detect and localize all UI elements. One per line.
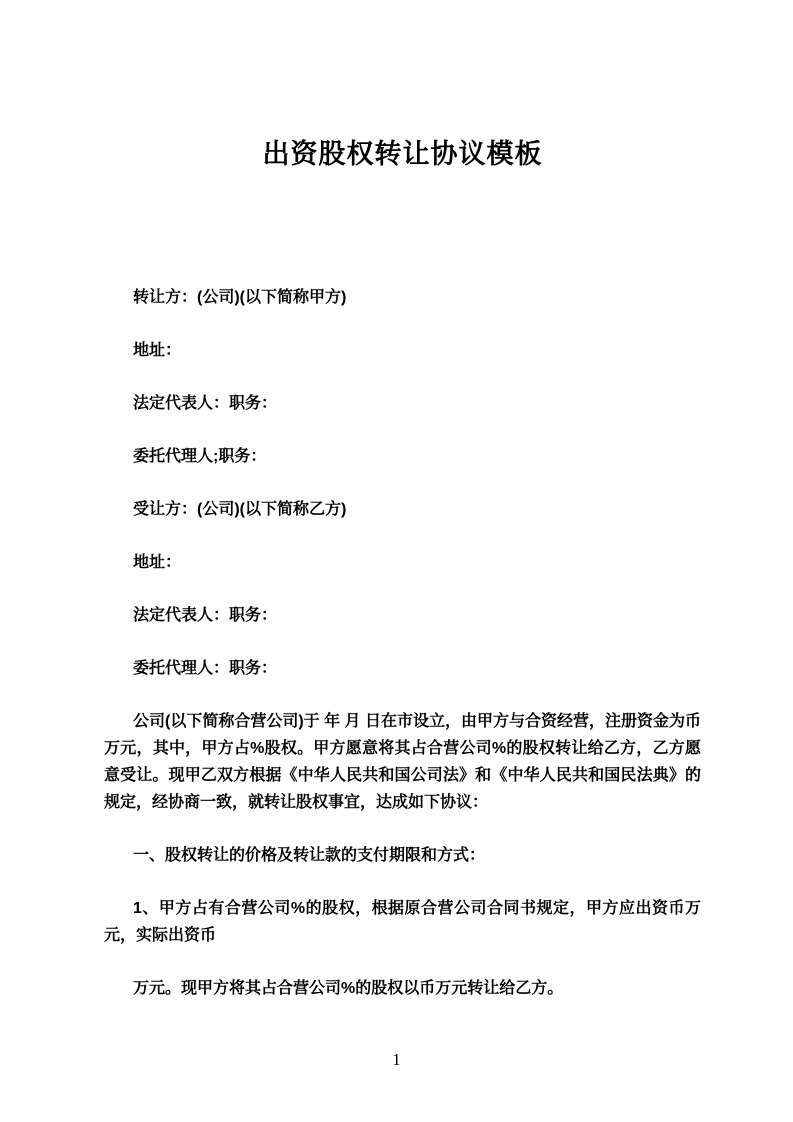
paragraph-transferee-legal-rep: 法定代表人：职务： — [133, 607, 278, 624]
paragraph-transferee-agent: 委托代理人：职务： — [133, 660, 278, 677]
paragraph-transferor-agent: 委托代理人;职务： — [133, 448, 267, 465]
document-title: 出资股权转让协议模板 — [262, 139, 543, 169]
paragraph-transferee: 受让方：(公司)(以下简称乙方) — [133, 501, 347, 518]
paragraph-transferor: 转让方：(公司)(以下简称甲方) — [133, 289, 347, 306]
paragraph-clause-1: 1、甲方占有合营公司%的股权，根据原合营公司合同书规定，甲方应出资币万元，实际出资币 — [104, 900, 701, 944]
page-number: 1 — [392, 1050, 401, 1069]
paragraph-transferor-legal-rep: 法定代表人：职务： — [133, 395, 278, 412]
paragraph-preamble: 公司(以下简称合营公司)于 年 月 日在市设立，由甲方与合资经营，注册资金为币万元，其中，甲方占%股权。甲方愿意将其占合营公司%的股权转让给乙方，乙方愿意受让。现甲乙双方根据《中华人民共和国公司法》和《中华人民共和国民法典》的规定，经协商一致，就转让股权事宜，达成如下协议： — [104, 713, 701, 811]
paragraph-transferor-address: 地址： — [133, 342, 182, 359]
section-heading-1: 一、股权转让的价格及转让款的支付期限和方式： — [133, 847, 486, 864]
paragraph-clause-1-continued: 万元。现甲方将其占合营公司%的股权以币万元转让给乙方。 — [133, 980, 564, 997]
paragraph-transferee-address: 地址： — [133, 554, 182, 571]
